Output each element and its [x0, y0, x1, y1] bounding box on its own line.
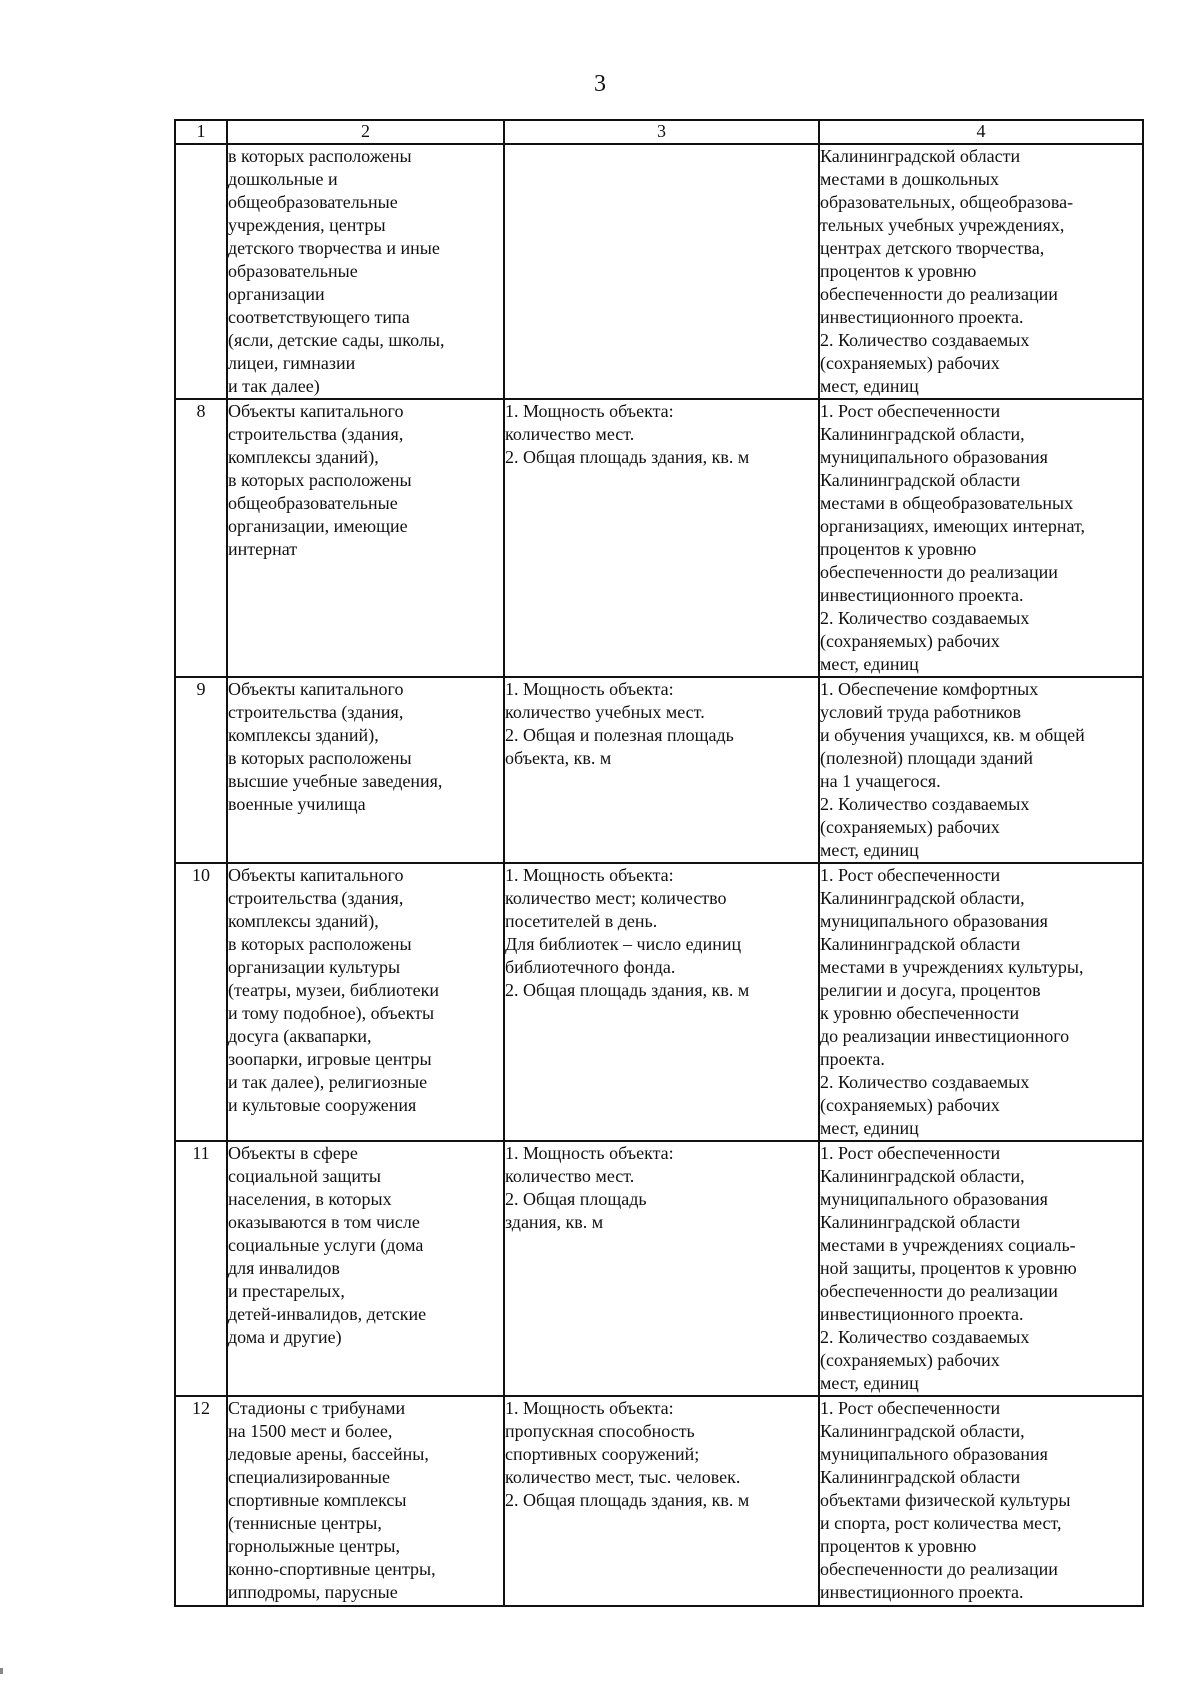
object-type-cell: Объекты капитального строительства (здания, комплексы зданий), в которых расположены общеобразовательные организации, имеющие интернат: [227, 399, 504, 677]
table-body: [175, 144, 1143, 1606]
object-type-cell: Объекты капитального строительства (здания, комплексы зданий), в которых расположены высшие учебные заведения, военные училища: [227, 677, 504, 863]
capacity-cell: 1. Мощность объекта: пропускная способность спортивных сооружений; количество мест, тыс. человек. 2. Общая площадь здания, кв. м: [504, 1396, 819, 1606]
object-type-cell: Стадионы с трибунами на 1500 мест и более, ледовые арены, бассейны, специализированные спортивные комплексы (теннисные центры, горнолыжные центры, конно-спортивные центры, ипподромы, парусные: [227, 1396, 504, 1606]
capacity-cell: 1. Мощность объекта: количество мест. 2. Общая площадь здания, кв. м: [504, 399, 819, 677]
row-number: 11: [175, 1141, 227, 1396]
row-number: [175, 144, 227, 399]
header-col-1: 1: [175, 120, 227, 144]
capacity-cell: [504, 144, 819, 399]
header-col-2: 2: [227, 120, 504, 144]
page-number: 3: [594, 71, 606, 97]
object-type-cell: Объекты капитального строительства (здания, комплексы зданий), в которых расположены организации культуры (театры, музеи, библиотеки и тому подобное), объекты досуга (аквапарки, зоопарки, игровые центры и так далее), религиозные и культовые сооружения: [227, 863, 504, 1141]
row-number: 8: [175, 399, 227, 677]
indicator-cell: 1. Рост обеспеченности Калининградской области, муниципального образования Калининградской области местами в учреждениях социаль- ной защиты, процентов к уровню обеспеченности до реализации инвестиционного проекта. 2. Количество создаваемых (сохраняемых) рабочих мест, единиц: [819, 1141, 1143, 1396]
row-number: 12: [175, 1396, 227, 1606]
row-number: 9: [175, 677, 227, 863]
table-row: [175, 1141, 1143, 1396]
table-row: [175, 863, 1143, 1141]
row-number: 10: [175, 863, 227, 1141]
indicator-cell: 1. Рост обеспеченности Калининградской области, муниципального образования Калининградской области местами в учреждениях культуры, религии и досуга, процентов к уровню обеспеченности до реализации инвестиционного проекта. 2. Количество создаваемых (сохраняемых) рабочих мест, единиц: [819, 863, 1143, 1141]
table-row: [175, 677, 1143, 863]
indicator-cell: 1. Рост обеспеченности Калининградской области, муниципального образования Калининградской области местами в общеобразовательных организациях, имеющих интернат, процентов к уровню обеспеченности до реализации инвестиционного проекта. 2. Количество создаваемых (сохраняемых) рабочих мест, единиц: [819, 399, 1143, 677]
indicator-cell: 1. Обеспечение комфортных условий труда работников и обучения учащихся, кв. м общей (полезной) площади зданий на 1 учащегося. 2. Количество создаваемых (сохраняемых) рабочих мест, единиц: [819, 677, 1143, 863]
table-header: [175, 120, 1143, 144]
table-row: [175, 144, 1143, 399]
object-type-cell: в которых расположены дошкольные и общеобразовательные учреждения, центры детского творчества и иные образовательные организации соответствующего типа (ясли, детские сады, школы, лицеи, гимназии и так далее): [227, 144, 504, 399]
object-type-cell: Объекты в сфере социальной защиты населения, в которых оказываются в том числе социальные услуги (дома для инвалидов и престарелых, детей-инвалидов, детские дома и другие): [227, 1141, 504, 1396]
table-row: [175, 1396, 1143, 1606]
header-col-4: 4: [819, 120, 1143, 144]
header-col-3: 3: [504, 120, 819, 144]
capacity-cell: 1. Мощность объекта: количество мест. 2. Общая площадь здания, кв. м: [504, 1141, 819, 1396]
indicator-cell: 1. Рост обеспеченности Калининградской области, муниципального образования Калининградской области объектами физической культуры и спорта, рост количества мест, процентов к уровню обеспеченности до реализации инвестиционного проекта.: [819, 1396, 1143, 1606]
scan-artifact: [0, 1668, 3, 1674]
header-row: [175, 120, 1143, 144]
document-table: [174, 119, 1144, 1607]
capacity-cell: 1. Мощность объекта: количество мест; количество посетителей в день. Для библиотек – число единиц библиотечного фонда. 2. Общая площадь здания, кв. м: [504, 863, 819, 1141]
capacity-cell: 1. Мощность объекта: количество учебных мест. 2. Общая и полезная площадь объекта, кв. м: [504, 677, 819, 863]
indicator-cell: Калининградской области местами в дошкольных образовательных, общеобразова- тельных учебных учреждениях, центрах детского творчества, процентов к уровню обеспеченности до реализации инвестиционного проекта. 2. Количество создаваемых (сохраняемых) рабочих мест, единиц: [819, 144, 1143, 399]
table-row: [175, 399, 1143, 677]
